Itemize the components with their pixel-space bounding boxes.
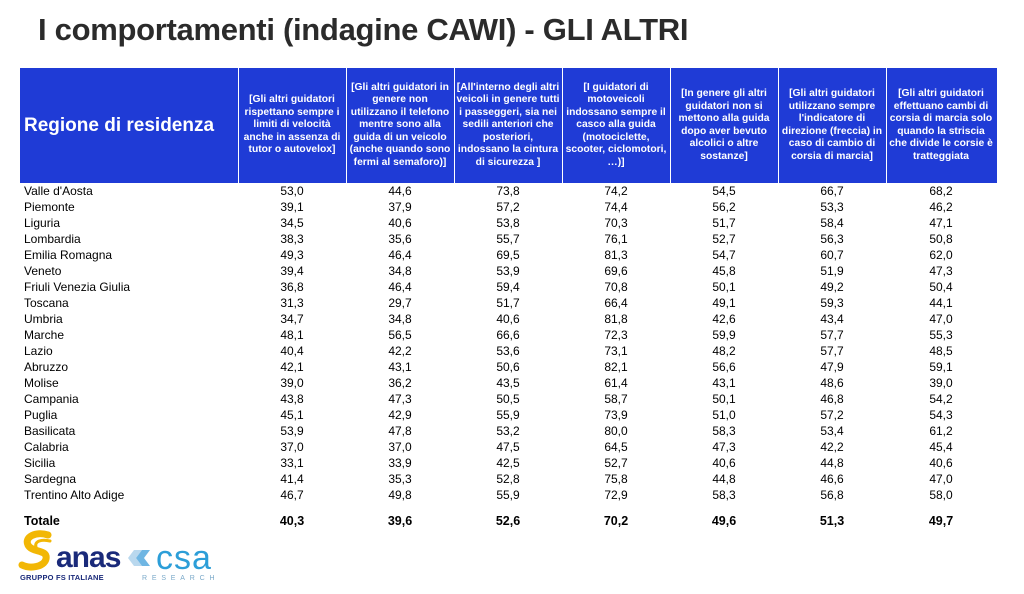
csa-logo-subtitle: RESEARCH [142, 575, 220, 582]
table-row [20, 199, 996, 215]
value-cell: 68,2 [929, 184, 953, 198]
value-cell: 43,4 [820, 312, 844, 326]
region-name-cell: Lazio [24, 344, 53, 358]
value-cell: 58,3 [712, 424, 736, 438]
table-row [20, 279, 996, 295]
value-cell: 52,7 [712, 232, 736, 246]
value-cell: 56,5 [388, 328, 412, 342]
value-cell: 58,4 [820, 216, 844, 230]
value-cell: 40,6 [388, 216, 412, 230]
value-cell: 35,6 [388, 232, 412, 246]
value-cell: 53,9 [496, 264, 520, 278]
value-cell: 55,7 [496, 232, 520, 246]
value-cell: 72,9 [604, 488, 628, 502]
value-cell: 47,3 [929, 264, 953, 278]
value-cell: 57,7 [820, 328, 844, 342]
table-row [20, 231, 996, 247]
value-cell: 46,7 [280, 488, 304, 502]
value-cell: 75,8 [604, 472, 628, 486]
table-row [20, 295, 996, 311]
value-cell: 53,8 [496, 216, 520, 230]
value-cell: 40,4 [280, 344, 304, 358]
spacer-row [20, 503, 996, 513]
value-cell: 47,0 [929, 472, 953, 486]
region-name-cell: Valle d'Aosta [24, 184, 93, 198]
value-cell: 50,1 [712, 280, 736, 294]
value-cell: 64,5 [604, 440, 628, 454]
value-cell: 73,8 [496, 184, 520, 198]
value-cell: 52,7 [604, 456, 628, 470]
table-row [20, 423, 996, 439]
value-cell: 49,8 [388, 488, 412, 502]
total-value-cell: 49,6 [711, 514, 737, 528]
value-cell: 53,4 [820, 424, 844, 438]
value-cell: 70,8 [604, 280, 628, 294]
region-name-cell: Friuli Venezia Giulia [24, 280, 131, 294]
value-cell: 56,3 [820, 232, 844, 246]
value-cell: 50,5 [496, 392, 520, 406]
total-value-cell: 39,6 [387, 514, 413, 528]
value-cell: 51,9 [820, 264, 844, 278]
value-cell: 74,4 [604, 200, 628, 214]
value-cell: 33,1 [280, 456, 304, 470]
value-cell: 37,0 [280, 440, 304, 454]
value-cell: 54,7 [712, 248, 736, 262]
value-cell: 47,5 [496, 440, 520, 454]
value-cell: 66,7 [820, 184, 844, 198]
value-cell: 42,2 [820, 440, 844, 454]
column-header: [Gli altri guidatori effettuano cambi di corsia di marcia solo quando la striscia che divide le corsie è tratteggiata [886, 68, 996, 183]
value-cell: 48,2 [712, 344, 736, 358]
value-cell: 46,6 [820, 472, 844, 486]
column-header: [All'interno degli altri veicoli in genere tutti i passeggeri, sia nei sedili anteriori che posteriori, indossano la cintura di sicurezza ] [454, 68, 562, 183]
table-row [20, 375, 996, 391]
value-cell: 61,2 [929, 424, 953, 438]
total-value-cell: 52,6 [495, 514, 521, 528]
region-name-cell: Basilicata [24, 424, 76, 438]
value-cell: 43,1 [712, 376, 736, 390]
region-name-cell: Piemonte [24, 200, 75, 214]
value-cell: 53,0 [280, 184, 304, 198]
value-cell: 51,0 [712, 408, 736, 422]
value-cell: 47,9 [820, 360, 844, 374]
value-cell: 50,8 [929, 232, 953, 246]
value-cell: 49,3 [280, 248, 304, 262]
value-cell: 59,9 [712, 328, 736, 342]
footer-logos [18, 529, 238, 589]
table-row [20, 311, 996, 327]
value-cell: 34,8 [388, 312, 412, 326]
value-cell: 34,8 [388, 264, 412, 278]
region-name-cell: Sicilia [24, 456, 56, 470]
total-value-cell: 70,2 [603, 514, 629, 528]
column-header: [Gli altri guidatori rispettano sempre i limiti di velocità anche in assenza di tutor o autovelox] [238, 68, 346, 183]
value-cell: 40,6 [929, 456, 953, 470]
spacer-cell [20, 503, 996, 513]
value-cell: 51,7 [712, 216, 736, 230]
value-cell: 56,6 [712, 360, 736, 374]
value-cell: 35,3 [388, 472, 412, 486]
value-cell: 49,1 [712, 296, 736, 310]
value-cell: 49,2 [820, 280, 844, 294]
value-cell: 34,5 [280, 216, 304, 230]
value-cell: 81,8 [604, 312, 628, 326]
value-cell: 57,2 [496, 200, 520, 214]
value-cell: 36,2 [388, 376, 412, 390]
value-cell: 42,5 [496, 456, 520, 470]
value-cell: 59,3 [820, 296, 844, 310]
value-cell: 50,6 [496, 360, 520, 374]
total-label-cell: Totale [24, 514, 60, 528]
value-cell: 46,4 [388, 248, 412, 262]
value-cell: 43,1 [388, 360, 412, 374]
region-name-cell: Abruzzo [24, 360, 69, 374]
value-cell: 44,8 [712, 472, 736, 486]
value-cell: 42,9 [388, 408, 412, 422]
table-row [20, 215, 996, 231]
value-cell: 82,1 [604, 360, 628, 374]
region-name-cell: Marche [24, 328, 65, 342]
value-cell: 70,3 [604, 216, 628, 230]
value-cell: 46,8 [820, 392, 844, 406]
value-cell: 59,4 [496, 280, 520, 294]
value-cell: 58,3 [712, 488, 736, 502]
region-name-cell: Calabria [24, 440, 69, 454]
value-cell: 66,6 [496, 328, 520, 342]
table-row [20, 343, 996, 359]
value-cell: 33,9 [388, 456, 412, 470]
header-row [20, 68, 996, 183]
table-row [20, 439, 996, 455]
value-cell: 40,6 [496, 312, 520, 326]
value-cell: 31,3 [280, 296, 304, 310]
value-cell: 44,8 [820, 456, 844, 470]
value-cell: 43,5 [496, 376, 520, 390]
data-table [20, 68, 997, 529]
value-cell: 48,6 [820, 376, 844, 390]
region-name-cell: Umbria [24, 312, 63, 326]
region-name-cell: Molise [24, 376, 59, 390]
total-value-cell: 49,7 [928, 514, 954, 528]
column-header: [Gli altri guidatori in genere non utilizzano il telefono mentre sono alla guida di un veicolo (anche quando sono fermi al semaforo)] [346, 68, 454, 183]
table-row [20, 263, 996, 279]
value-cell: 42,2 [388, 344, 412, 358]
total-value-cell: 51,3 [819, 514, 845, 528]
value-cell: 48,5 [929, 344, 953, 358]
value-cell: 54,2 [929, 392, 953, 406]
value-cell: 60,7 [820, 248, 844, 262]
value-cell: 47,0 [929, 312, 953, 326]
value-cell: 69,5 [496, 248, 520, 262]
total-value-cell: 40,3 [279, 514, 305, 528]
table-row [20, 407, 996, 423]
value-cell: 58,7 [604, 392, 628, 406]
value-cell: 53,2 [496, 424, 520, 438]
table-row [20, 359, 996, 375]
value-cell: 50,4 [929, 280, 953, 294]
value-cell: 44,1 [929, 296, 953, 310]
column-header: [Gli altri guidatori utilizzano sempre l'indicatore di direzione (freccia) in caso di cambio di corsia di marcia] [778, 68, 886, 183]
value-cell: 46,4 [388, 280, 412, 294]
region-name-cell: Toscana [24, 296, 69, 310]
value-cell: 54,3 [929, 408, 953, 422]
value-cell: 39,4 [280, 264, 304, 278]
value-cell: 41,4 [280, 472, 304, 486]
value-cell: 56,2 [712, 200, 736, 214]
value-cell: 45,8 [712, 264, 736, 278]
value-cell: 73,1 [604, 344, 628, 358]
table-row [20, 247, 996, 263]
value-cell: 80,0 [604, 424, 628, 438]
value-cell: 36,8 [280, 280, 304, 294]
region-name-cell: Veneto [24, 264, 62, 278]
value-cell: 48,1 [280, 328, 304, 342]
page-title: I comportamenti (indagine CAWI) - GLI ALTRI [38, 12, 689, 47]
region-name-cell: Liguria [24, 216, 61, 230]
table-body [20, 183, 996, 529]
value-cell: 52,8 [496, 472, 520, 486]
table-row [20, 327, 996, 343]
value-cell: 57,2 [820, 408, 844, 422]
value-cell: 47,3 [388, 392, 412, 406]
value-cell: 44,6 [388, 184, 412, 198]
column-header: [In genere gli altri guidatori non si mettono alla guida dopo aver bevuto alcolici o altre sostanze] [670, 68, 778, 183]
value-cell: 61,4 [604, 376, 628, 390]
region-name-cell: Puglia [24, 408, 58, 422]
value-cell: 40,6 [712, 456, 736, 470]
table-row [20, 487, 996, 503]
table-row [20, 391, 996, 407]
value-cell: 55,3 [929, 328, 953, 342]
table-row [20, 183, 996, 199]
value-cell: 69,6 [604, 264, 628, 278]
value-cell: 45,4 [929, 440, 953, 454]
total-row [20, 513, 996, 529]
value-cell: 62,0 [929, 248, 953, 262]
column-header: [I guidatori di motoveicoli indossano sempre il casco alla guida (motociclette, scooter, ciclomotori, …)] [562, 68, 670, 183]
value-cell: 37,9 [388, 200, 412, 214]
value-cell: 55,9 [496, 488, 520, 502]
table-row [20, 455, 996, 471]
anas-logo-text: anas [56, 541, 121, 574]
value-cell: 47,8 [388, 424, 412, 438]
value-cell: 66,4 [604, 296, 628, 310]
value-cell: 59,1 [929, 360, 953, 374]
value-cell: 50,1 [712, 392, 736, 406]
value-cell: 53,6 [496, 344, 520, 358]
value-cell: 76,1 [604, 232, 628, 246]
value-cell: 53,9 [280, 424, 304, 438]
region-name-cell: Campania [24, 392, 79, 406]
value-cell: 39,1 [280, 200, 304, 214]
value-cell: 29,7 [388, 296, 412, 310]
value-cell: 58,0 [929, 488, 953, 502]
table-row [20, 471, 996, 487]
value-cell: 47,3 [712, 440, 736, 454]
csa-logo-icon [124, 547, 154, 569]
value-cell: 37,0 [388, 440, 412, 454]
anas-logo-icon [18, 529, 58, 573]
value-cell: 42,1 [280, 360, 304, 374]
value-cell: 43,8 [280, 392, 304, 406]
value-cell: 74,2 [604, 184, 628, 198]
value-cell: 34,7 [280, 312, 304, 326]
value-cell: 53,3 [820, 200, 844, 214]
region-name-cell: Sardegna [24, 472, 77, 486]
region-name-cell: Trentino Alto Adige [24, 488, 125, 502]
value-cell: 73,9 [604, 408, 628, 422]
value-cell: 81,3 [604, 248, 628, 262]
value-cell: 51,7 [496, 296, 520, 310]
region-name-cell: Lombardia [24, 232, 81, 246]
value-cell: 56,8 [820, 488, 844, 502]
value-cell: 42,6 [712, 312, 736, 326]
value-cell: 39,0 [280, 376, 304, 390]
csa-logo-text: csa [156, 539, 212, 577]
value-cell: 45,1 [280, 408, 304, 422]
value-cell: 57,7 [820, 344, 844, 358]
anas-logo-subtitle: GRUPPO FS ITALIANE [20, 573, 104, 582]
region-name-cell: Emilia Romagna [24, 248, 113, 262]
value-cell: 55,9 [496, 408, 520, 422]
value-cell: 54,5 [712, 184, 736, 198]
value-cell: 47,1 [929, 216, 953, 230]
value-cell: 39,0 [929, 376, 953, 390]
value-cell: 72,3 [604, 328, 628, 342]
value-cell: 38,3 [280, 232, 304, 246]
value-cell: 46,2 [929, 200, 953, 214]
column-header-region: Regione di residenza [20, 68, 238, 183]
